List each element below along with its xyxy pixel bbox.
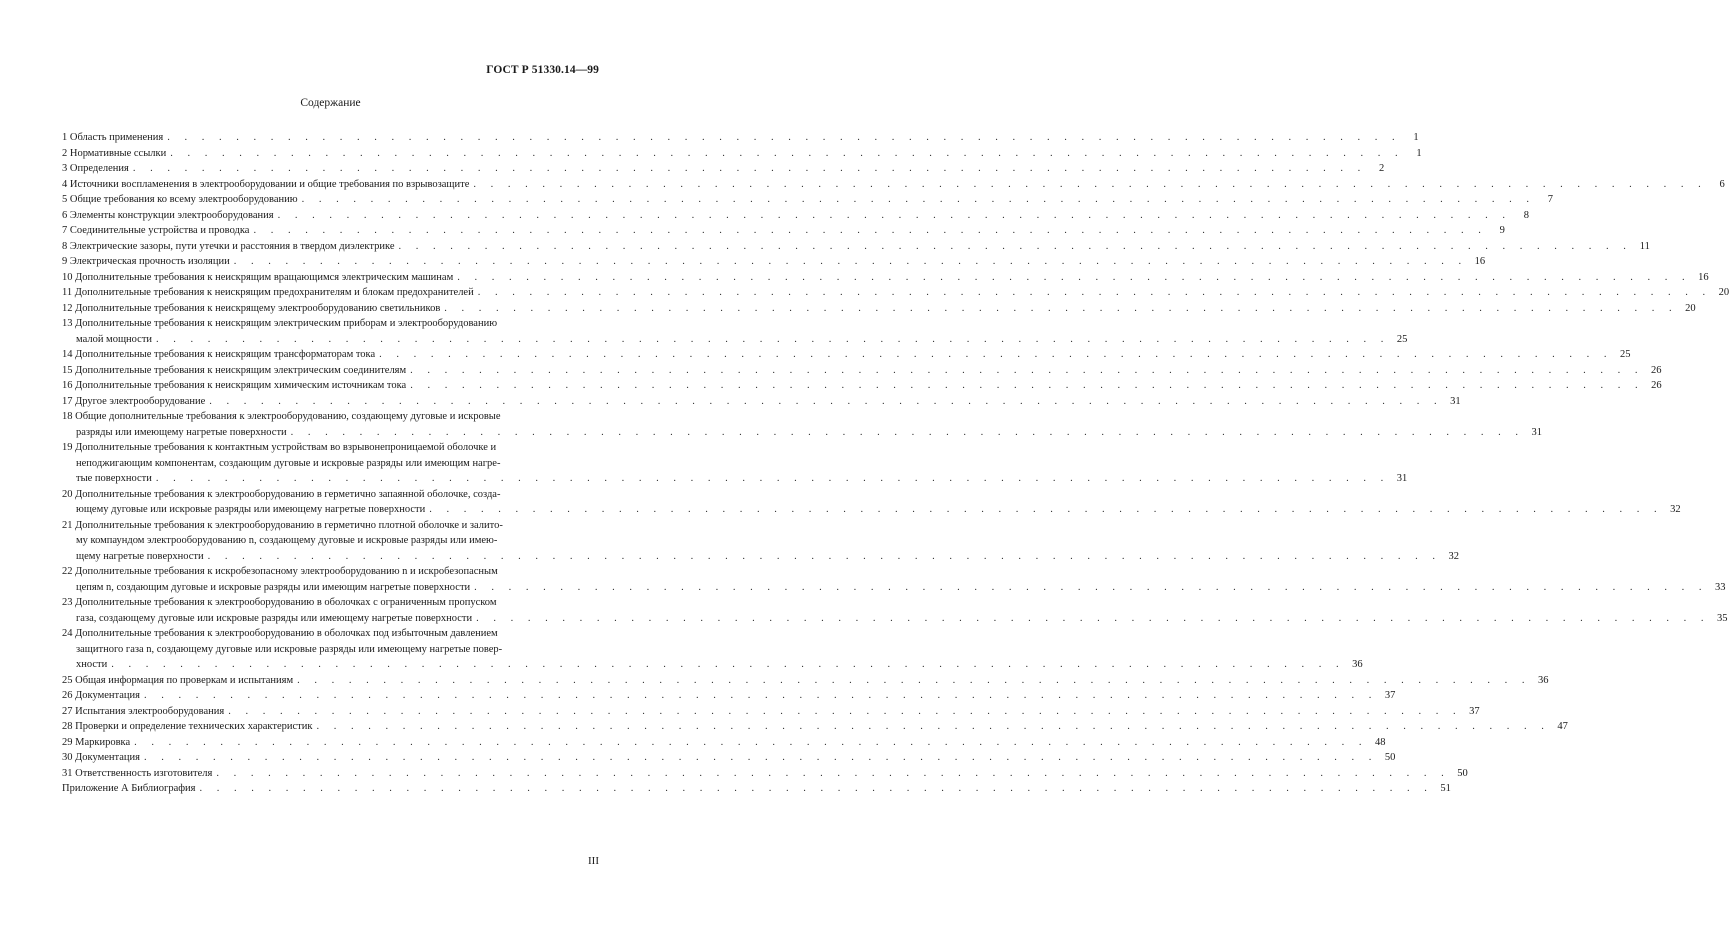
toc-page-number: 25: [1620, 349, 1631, 360]
toc-entry-text: 21 Дополнительные требования к электрооборудованию в герметично плотной оболочке и залито-: [62, 519, 503, 531]
dot-leader: . . . . . . . . . . . . . . . . . . . . . . . . . . . . . . . . . . . . . . . . . . . . . . . . . . . . . . . . . . . . . . . . . . . . . . . .: [233, 256, 1468, 267]
toc-entry[interactable]: [62, 223, 1505, 239]
toc-entry-text: щему нагретые поверхности: [76, 550, 204, 562]
toc-page-number: 31: [1531, 426, 1543, 438]
toc-page-number: 11: [1639, 240, 1650, 252]
toc-entry-text: защитного газа n, создающему дуговые или искровые разряды или имеющему нагретые повер-: [76, 643, 503, 655]
dot-leader: . . . . . . . . . . . . . . . . . . . . . . . . . . . . . . . . . . . . . . . . . . . . . . . . . . . . . . . . . . . . . . . . . . . . . . . .: [477, 287, 1712, 298]
dot-leader: . . . . . . . . . . . . . . . . . . . . . . . . . . . . . . . . . . . . . . . . . . . . . . . . . . . . . . . . . . . . . . . . . . . . . . . .: [457, 271, 1691, 283]
toc-page-number: 50: [1457, 767, 1468, 779]
dot-leader: . . . . . . . . . . . . . . . . . . . . . . . . . . . . . . . . . . . . . . . . . . . . . . . . . . . . . . . . . . . . . . . . . . . . . . . .: [398, 240, 1632, 252]
toc-entry[interactable]: [62, 781, 1451, 797]
toc-entry[interactable]: [62, 626, 1363, 673]
toc-entry[interactable]: [62, 704, 1480, 720]
dot-leader: . . . . . . . . . . . . . . . . . . . . . . . . . . . . . . . . . . . . . . . . . . . . . . . . . . . . . . . . . . . . . . . . . . . . . . . .: [476, 612, 1710, 624]
toc-entry-text: 22 Дополнительные требования к искробезопасному электрооборудованию n и искробезопасным: [62, 566, 498, 577]
toc-entry-text: 11 Дополнительные требования к неискрящим предохранителям и блокам предохранителей: [62, 287, 474, 298]
toc-entry[interactable]: [62, 347, 1631, 363]
dot-leader: . . . . . . . . . . . . . . . . . . . . . . . . . . . . . . . . . . . . . . . . . . . . . . . . . . . . . . . . . . . . . . . . . . . . . . . .: [143, 752, 1378, 763]
toc-page-number: 6: [1719, 178, 1725, 190]
toc-page-number: 51: [1440, 783, 1451, 794]
dot-leader: . . . . . . . . . . . . . . . . . . . . . . . . . . . . . . . . . . . . . . . . . . . . . . . . . . . . . . . . . . . . . . . . . . . . . . . .: [111, 659, 1345, 670]
toc-page-number: 32: [1670, 504, 1681, 515]
page-title: Содержание: [300, 97, 361, 109]
toc-page-number: 50: [1384, 752, 1396, 763]
toc-page-number: 2: [1378, 163, 1385, 174]
dot-leader: . . . . . . . . . . . . . . . . . . . . . . . . . . . . . . . . . . . . . . . . . . . . . . . . . . . . . . . . . . . . . . . . . . . . . . . .: [297, 674, 1531, 686]
toc-entry[interactable]: [62, 719, 1568, 735]
toc-entry-text: 23 Дополнительные требования к электрооборудованию в оболочках с ограниченным пропуском: [62, 597, 497, 608]
dot-leader: . . . . . . . . . . . . . . . . . . . . . . . . . . . . . . . . . . . . . . . . . . . . . . . . . . . . . . . . . . . . . . . . . . . . . . . .: [277, 209, 1511, 221]
toc-entry-text: 29 Маркировка: [62, 736, 131, 748]
toc-entry[interactable]: [62, 487, 1681, 518]
dot-leader: . . . . . . . . . . . . . . . . . . . . . . . . . . . . . . . . . . . . . . . . . . . . . . . . . . . . . . . . . . . . . . . . . . . . . . . .: [134, 736, 1368, 748]
dot-leader: . . . . . . . . . . . . . . . . . . . . . . . . . . . . . . . . . . . . . . . . . . . . . . . . . . . . . . . . . . . . . . . . . . . . . . . .: [155, 473, 1390, 484]
toc-entry-text: ющему дуговые или искровые разряды или имеющему нагретые поверхности: [76, 504, 426, 515]
toc-entry[interactable]: [62, 409, 1543, 440]
toc-page-number: 37: [1469, 705, 1480, 717]
toc-entry-text: малой мощности: [76, 333, 153, 345]
dot-leader: . . . . . . . . . . . . . . . . . . . . . . . . . . . . . . . . . . . . . . . . . . . . . . . . . . . . . . . . . . . . . . . . . . . . . . . .: [429, 504, 1663, 515]
toc-entry-text: 3 Определения: [62, 163, 129, 174]
dot-leader: . . . . . . . . . . . . . . . . . . . . . . . . . . . . . . . . . . . . . . . . . . . . . . . . . . . . . . . . . . . . . . . . . . . . . . . .: [170, 147, 1404, 159]
toc-entry[interactable]: [62, 208, 1529, 224]
toc-entry-text: 15 Дополнительные требования к неискрящим электрическим соединителям: [62, 364, 407, 376]
toc-entry[interactable]: [62, 146, 1422, 162]
toc-page-number: 31: [1396, 473, 1408, 484]
toc-entry-text: 12 Дополнительные требования к неискрящему электрооборудованию светильников: [62, 302, 441, 314]
toc-entry[interactable]: [62, 394, 1461, 410]
dot-leader: . . . . . . . . . . . . . . . . . . . . . . . . . . . . . . . . . . . . . . . . . . . . . . . . . . . . . . . . . . . . . . . . . . . . . . . .: [474, 581, 1708, 593]
document-code: ГОСТ Р 51330.14—99: [486, 64, 599, 76]
toc-entry-text: 20 Дополнительные требования к электрооборудованию в герметично запаянной оболочке, созда-: [62, 488, 501, 500]
page-number: III: [588, 855, 599, 867]
toc-page-number: 33: [1715, 581, 1726, 593]
toc-entry-text: 7 Соединительные устройства и проводка: [62, 225, 250, 236]
toc-entry-text: хности: [76, 659, 108, 670]
toc-entry[interactable]: [62, 440, 1408, 487]
toc-page-number: 31: [1450, 395, 1461, 407]
dot-leader: . . . . . . . . . . . . . . . . . . . . . . . . . . . . . . . . . . . . . . . . . . . . . . . . . . . . . . . . . . . . . . . . . . . . . . . .: [301, 194, 1535, 205]
toc-page-number: 20: [1718, 287, 1729, 298]
toc-entry-text: цепям n, создающим дуговые и искровые разряды или имеющим нагретые поверхности: [76, 581, 471, 593]
toc-entry-text: 17 Другое электрооборудование: [62, 395, 206, 407]
toc-entry[interactable]: [62, 595, 1728, 626]
toc-entry-text: 31 Ответственность изготовителя: [62, 767, 213, 779]
toc-page-number: 48: [1375, 736, 1386, 748]
toc-entry[interactable]: [62, 301, 1696, 317]
dot-leader: . . . . . . . . . . . . . . . . . . . . . . . . . . . . . . . . . . . . . . . . . . . . . . . . . . . . . . . . . . . . . . . . . . . . . . . .: [207, 550, 1441, 562]
toc-entry[interactable]: [62, 564, 1726, 595]
toc-page-number: 36: [1352, 659, 1363, 670]
toc-entry[interactable]: [62, 673, 1549, 689]
dot-leader: . . . . . . . . . . . . . . . . . . . . . . . . . . . . . . . . . . . . . . . . . . . . . . . . . . . . . . . . . . . . . . . . . . . . . . . .: [199, 783, 1433, 794]
toc-entry[interactable]: [62, 130, 1419, 146]
toc-entry[interactable]: [62, 735, 1386, 751]
toc-entry-text: 30 Документация: [62, 752, 140, 763]
toc-entry-text: 13 Дополнительные требования к неискрящим электрическим приборам и электрооборудованию: [62, 318, 498, 329]
dot-leader: . . . . . . . . . . . . . . . . . . . . . . . . . . . . . . . . . . . . . . . . . . . . . . . . . . . . . . . . . . . . . . . . . . . . . . . .: [410, 380, 1644, 391]
toc-page-number: 47: [1557, 721, 1568, 732]
toc-page-number: 7: [1547, 194, 1553, 205]
toc-page-number: 16: [1698, 271, 1709, 283]
toc-entry[interactable]: [62, 766, 1468, 782]
toc-entry[interactable]: [62, 177, 1725, 193]
toc-entry[interactable]: [62, 239, 1650, 255]
toc-entry-text: тые поверхности: [76, 473, 152, 484]
toc-entry-text: газа, создающему дуговые или искровые разряды или имеющему нагретые поверхности: [76, 612, 473, 624]
dot-leader: . . . . . . . . . . . . . . . . . . . . . . . . . . . . . . . . . . . . . . . . . . . . . . . . . . . . . . . . . . . . . . . . . . . . . . . .: [216, 767, 1450, 779]
toc-entry-text: 19 Дополнительные требования к контактным устройствам во взрывонепроницаемой оболочке и: [62, 442, 497, 453]
toc-page-number: 26: [1651, 364, 1662, 376]
toc-page-number: 9: [1499, 225, 1505, 236]
toc-entry[interactable]: [62, 285, 1729, 301]
toc-page-number: 1: [1413, 132, 1419, 143]
toc-page-number: 37: [1384, 690, 1396, 701]
dot-leader: . . . . . . . . . . . . . . . . . . . . . . . . . . . . . . . . . . . . . . . . . . . . . . . . . . . . . . . . . . . . . . . . . . . . . . . .: [316, 721, 1550, 732]
toc-entry[interactable]: [62, 192, 1553, 208]
dot-leader: . . . . . . . . . . . . . . . . . . . . . . . . . . . . . . . . . . . . . . . . . . . . . . . . . . . . . . . . . . . . . . . . . . . . . . . .: [290, 426, 1525, 438]
toc-entry-text: 24 Дополнительные требования к электрооборудованию в оболочках под избыточным давлением: [62, 628, 498, 639]
dot-leader: . . . . . . . . . . . . . . . . . . . . . . . . . . . . . . . . . . . . . . . . . . . . . . . . . . . . . . . . . . . . . . . . . . . . . . . .: [143, 690, 1378, 701]
toc-page-number: 20: [1685, 302, 1696, 314]
toc-entry[interactable]: [62, 161, 1385, 177]
dot-leader: . . . . . . . . . . . . . . . . . . . . . . . . . . . . . . . . . . . . . . . . . . . . . . . . . . . . . . . . . . . . . . . . . . . . . . . .: [132, 163, 1367, 174]
toc-page-number: 1: [1416, 147, 1422, 159]
toc-entry-text: 18 Общие дополнительные требования к электрооборудованию, создающему дуговые и искровые: [62, 411, 501, 422]
toc-page-number: 16: [1474, 256, 1486, 267]
dot-leader: . . . . . . . . . . . . . . . . . . . . . . . . . . . . . . . . . . . . . . . . . . . . . . . . . . . . . . . . . . . . . . . . . . . . . . . .: [167, 132, 1401, 143]
toc-entry-text: 26 Документация: [62, 690, 140, 701]
toc-page-number: 32: [1448, 550, 1459, 562]
toc-entry-text: неподжигающим компонентам, создающим дуговые и искровые разряды или имеющим нагре-: [76, 457, 501, 469]
toc-entry-text: 28 Проверки и определение технических характеристик: [62, 721, 313, 732]
toc-entry[interactable]: [62, 750, 1396, 766]
toc-entry-text: 2 Нормативные ссылки: [62, 147, 167, 159]
toc-entry-text: разряды или имеющему нагретые поверхности: [76, 426, 287, 438]
toc-entry[interactable]: [62, 254, 1486, 270]
toc-entry[interactable]: [62, 316, 1408, 347]
toc-entry[interactable]: [62, 688, 1396, 704]
toc-entry-text: 1 Область применения: [62, 132, 164, 143]
toc-entry-text: 6 Элементы конструкции электрооборудования: [62, 209, 274, 221]
toc-page-number: 26: [1651, 380, 1662, 391]
toc-entry-text: 10 Дополнительные требования к неискрящим вращающимся электрическим машинам: [62, 271, 454, 283]
toc-page-number: 35: [1717, 612, 1728, 624]
toc-entry-text: 27 Испытания электрооборудования: [62, 705, 225, 717]
dot-leader: . . . . . . . . . . . . . . . . . . . . . . . . . . . . . . . . . . . . . . . . . . . . . . . . . . . . . . . . . . . . . . . . . . . . . . . .: [473, 178, 1707, 190]
toc-entry-text: 25 Общая информация по проверкам и испытаниям: [62, 674, 294, 686]
dot-leader: . . . . . . . . . . . . . . . . . . . . . . . . . . . . . . . . . . . . . . . . . . . . . . . . . . . . . . . . . . . . . . . . . . . . . . . .: [253, 225, 1487, 236]
dot-leader: . . . . . . . . . . . . . . . . . . . . . . . . . . . . . . . . . . . . . . . . . . . . . . . . . . . . . . . . . . . . . . . . . . . . . . . .: [379, 349, 1613, 360]
toc-entry[interactable]: [62, 378, 1662, 394]
dot-leader: . . . . . . . . . . . . . . . . . . . . . . . . . . . . . . . . . . . . . . . . . . . . . . . . . . . . . . . . . . . . . . . . . . . . . . . .: [209, 395, 1443, 407]
toc-entry-text: 5 Общие требования ко всему электрооборудованию: [62, 194, 298, 205]
toc-page-number: 25: [1396, 333, 1408, 345]
toc-entry[interactable]: [62, 363, 1662, 379]
toc-entry-text: Приложение А Библиография: [62, 783, 196, 794]
toc-entry-text: 9 Электрическая прочность изоляции: [62, 256, 230, 267]
toc-entry-text: 4 Источники воспламенения в электрооборудовании и общие требования по взрывозащите: [62, 178, 470, 190]
toc-entry-text: му компаундом электрооборудованию n, создающему дуговые и искровые разряды или имею-: [76, 535, 498, 546]
dot-leader: . . . . . . . . . . . . . . . . . . . . . . . . . . . . . . . . . . . . . . . . . . . . . . . . . . . . . . . . . . . . . . . . . . . . . . . .: [156, 333, 1390, 345]
toc-entry-text: 14 Дополнительные требования к неискрящим трансформаторам тока: [62, 349, 376, 360]
toc-entry-text: 16 Дополнительные требования к неискрящим химическим источникам тока: [62, 380, 407, 391]
toc-page-number: 8: [1523, 209, 1529, 221]
toc-entry[interactable]: [62, 518, 1459, 565]
toc-page-number: 36: [1538, 674, 1549, 686]
dot-leader: . . . . . . . . . . . . . . . . . . . . . . . . . . . . . . . . . . . . . . . . . . . . . . . . . . . . . . . . . . . . . . . . . . . . . . . .: [228, 705, 1462, 717]
toc-entry[interactable]: [62, 270, 1709, 286]
toc-entry-text: 8 Электрические зазоры, пути утечки и расстояния в твердом диэлектрике: [62, 240, 395, 252]
dot-leader: . . . . . . . . . . . . . . . . . . . . . . . . . . . . . . . . . . . . . . . . . . . . . . . . . . . . . . . . . . . . . . . . . . . . . . . .: [444, 302, 1678, 314]
table-of-contents: [62, 130, 1729, 797]
dot-leader: . . . . . . . . . . . . . . . . . . . . . . . . . . . . . . . . . . . . . . . . . . . . . . . . . . . . . . . . . . . . . . . . . . . . . . . .: [410, 364, 1644, 376]
